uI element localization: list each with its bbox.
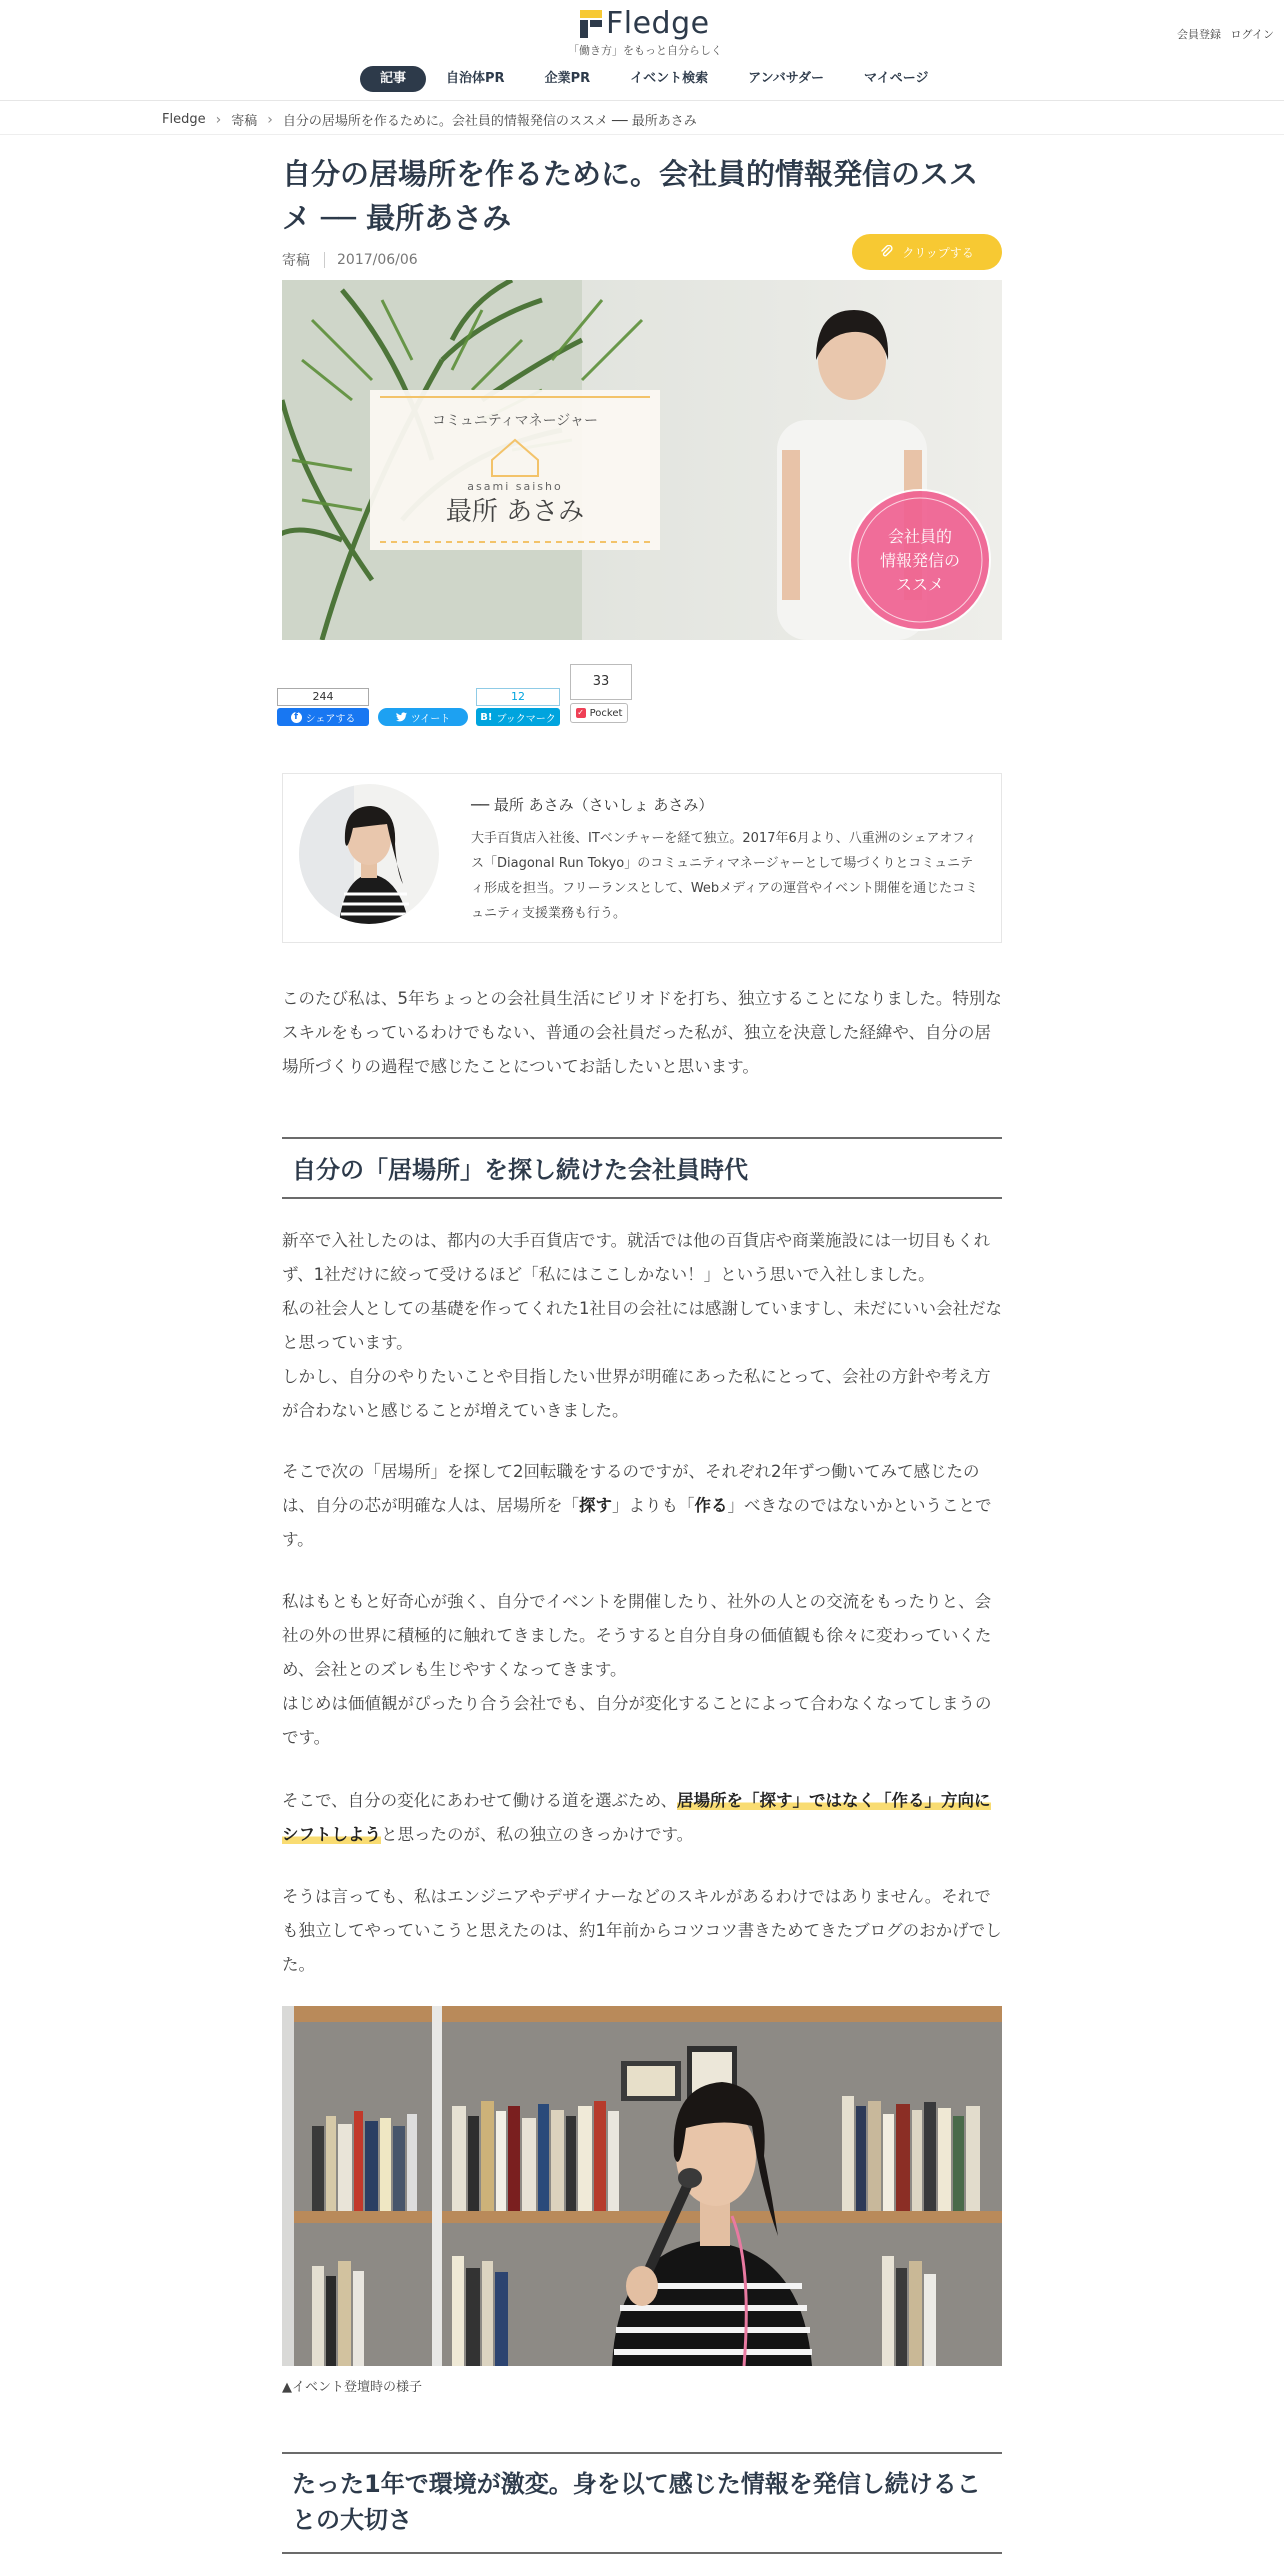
hero-badge-line-3: ススメ (895, 575, 945, 594)
pocket-label: Pocket (589, 707, 623, 719)
body-paragraph-text: しかし、自分のやりたいことや目指したい世界が明確にあった私にとって、会社の方針や考え方が合わないと感じることが増えていきました。 (282, 1367, 991, 1420)
hatena-bookmark-label: ブックマーク (496, 713, 556, 725)
highlight-text: 居場所を「探す」ではなく「作る」方向にシフトしよう (282, 1791, 991, 1844)
hero-illustration (282, 280, 1002, 640)
body-text: 」よりも「 (612, 1496, 695, 1515)
body-paragraph-text: 私の社会人としての基礎を作ってくれた1社目の会社には感謝していますし、未だにいい会社だなと思っています。 (282, 1299, 1002, 1352)
nav-item-corporate-pr[interactable]: 企業PR (544, 71, 591, 86)
hatena-b-icon: B! (480, 711, 493, 723)
breadcrumb-current: 自分の居場所を作るために。会社員的情報発信のススメ ── 最所あさみ (282, 114, 697, 129)
facebook-share-label: シェアする (305, 713, 356, 725)
main-nav (360, 66, 949, 92)
breadcrumb (162, 110, 697, 129)
twitter-bird-icon (396, 712, 407, 722)
tagline: 「働き方」をもっと自分らしく (568, 44, 722, 57)
intro-paragraph: このたび私は、5年ちょっとの会社員生活にピリオドを打ち、独立することになりました。特別なスキルをもっているわけでもない、普通の会社員だった私が、独立を決意した経緯や、自分の居場所づくりの過程で感じたことについてお話したいと思います。 (282, 989, 1002, 1076)
breadcrumb-category[interactable]: 寄稿 (231, 114, 258, 129)
article-title: 自分の居場所を作るために。会社員的情報発信のススメ ── 最所あさみ (282, 157, 979, 235)
article-date: 2017/06/06 (324, 252, 418, 268)
author-box (282, 773, 1002, 943)
login-link[interactable]: ログイン (1230, 28, 1274, 41)
photo-caption: ▲イベント登壇時の様子 (282, 2380, 422, 2395)
facebook-icon: f (291, 712, 302, 723)
breadcrumb-home[interactable]: Fledge (162, 112, 206, 127)
logo-text: Fledge (606, 6, 710, 41)
twitter-share-label: ツイート (410, 713, 451, 725)
emphasis-text: 作る (694, 1496, 728, 1515)
body-text: そこで、自分の変化にあわせて働ける道を選ぶため、 (282, 1791, 678, 1810)
author-name: ── 最所 あさみ（さいしょ あさみ） (471, 796, 714, 814)
pocket-count: 33 (570, 664, 632, 700)
body-paragraph (282, 1224, 1002, 1428)
body-paragraph (282, 1455, 1002, 1557)
header-divider (0, 100, 1284, 101)
facebook-share[interactable] (277, 688, 369, 726)
article-meta (282, 250, 418, 270)
author-bio: 大手百貨店入社後、ITベンチャーを経て独立。2017年6月より、八重洲のシェアオフィス「Diagonal Run Tokyo」のコミュニティマネージャーとして場づくりとコミュニティ形成を担当。フリーランスとして、Webメディアの運営やイベント開催を通じたコミュニティ支援業務も行う。 (471, 831, 979, 921)
clip-button-label: クリップする (902, 245, 974, 260)
section-heading-1: 自分の「居場所」を探し続けた会社員時代 (282, 1137, 1002, 1199)
body-text: と思ったのが、私の独立のきっかけです。 (381, 1825, 694, 1844)
section-heading-2: たった1年で環境が激変。身を以て感じた情報を発信し続けることの大切さ (282, 2452, 1002, 2554)
author-avatar (299, 784, 439, 924)
hero-badge-line-1: 会社員的 (887, 527, 953, 546)
nav-item-articles[interactable]: 記事 (360, 66, 426, 92)
register-link[interactable]: 会員登録 (1177, 28, 1222, 41)
pocket-icon: ✓ (577, 708, 584, 717)
twitter-share[interactable] (378, 708, 468, 726)
hero-role: コミュニティマネージャー (431, 413, 599, 429)
hero-badge-line-2: 情報発信の (879, 551, 961, 570)
article-category[interactable]: 寄稿 (282, 253, 310, 269)
nav-item-event-search[interactable]: イベント検索 (630, 71, 709, 86)
nav-item-mypage[interactable]: マイページ (864, 71, 929, 86)
hatena-bookmark[interactable] (476, 688, 560, 726)
hero-image (282, 280, 1002, 640)
hero-name-roman: asami saisho (467, 480, 563, 493)
hero-name: 最所 あさみ (445, 497, 585, 527)
body-paragraph: そうは言っても、私はエンジニアやデザイナーなどのスキルがあるわけではありません。それでも独立してやっていこうと思えたのは、約1年前からコツコツ書きためてきたブログのおかげでした。 (282, 1887, 1002, 1974)
emphasis-text: 探す (579, 1496, 612, 1515)
pocket-save[interactable] (570, 664, 632, 723)
fledge-logo[interactable] (580, 8, 710, 40)
body-paragraph-text: 私はもともと好奇心が強く、自分でイベントを開催したり、社外の人との交流をもったりと、会社の外の世界に積極的に触れてきました。そうすると自分自身の価値観も徐々に変わっていくため、会社とのズレも生じやすくなってきます。 (282, 1592, 992, 1679)
fledge-logo-icon (580, 10, 602, 38)
body-paragraph (282, 1784, 1002, 1852)
nav-item-municipal-pr[interactable]: 自治体PR (446, 71, 505, 86)
event-photo (282, 2006, 1002, 2366)
body-paragraph-text: はじめは価値観がぴったり合う会社でも、自分が変化することによって合わなくなってしまうのです。 (282, 1694, 992, 1747)
body-paragraph (282, 1585, 1002, 1755)
clip-button[interactable] (852, 234, 1002, 270)
chevron-right-icon: › (215, 111, 222, 128)
body-text: 」べきなのではないかということです。 (282, 1496, 992, 1549)
hatena-bookmark-count: 12 (476, 688, 560, 706)
facebook-share-count: 244 (277, 688, 369, 706)
body-paragraph-text: 新卒で入社したのは、都内の大手百貨店です。就活では他の百貨店や商業施設には一切目もくれず、1社だけに絞って受けるほど「私にはここしかない！」という思いで入社しました。 (282, 1231, 991, 1284)
body-text: そこで次の「居場所」を探して2回転職をするのですが、それぞれ2年ずつ働いてみて感じたのは、自分の芯が明確な人は、居場所を「 (282, 1462, 980, 1515)
chevron-right-icon: › (267, 111, 273, 128)
auth-links (1171, 26, 1274, 42)
breadcrumb-divider (0, 134, 1284, 135)
nav-item-ambassador[interactable]: アンバサダー (748, 71, 825, 86)
paperclip-icon (880, 245, 894, 259)
